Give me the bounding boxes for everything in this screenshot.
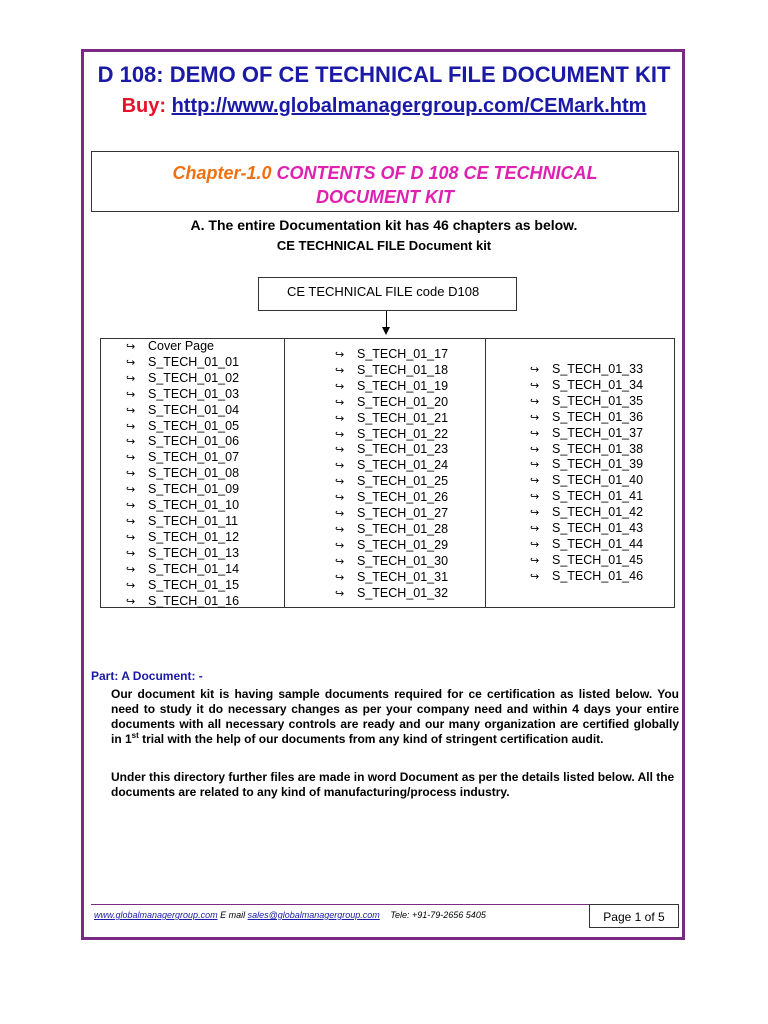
- chapter-label: S_TECH_01_20: [357, 394, 449, 409]
- hook-arrow-icon: ↪: [530, 538, 540, 551]
- chapter-label: S_TECH_01_28: [357, 521, 449, 536]
- chapter-list-item: [530, 426, 643, 442]
- chapter-list-1: [126, 339, 239, 609]
- hook-arrow-icon: ↪: [530, 411, 540, 424]
- chapter-list-item: [126, 355, 239, 371]
- hook-arrow-icon: ↪: [126, 420, 136, 433]
- chapter-list-item: [126, 419, 239, 435]
- hook-arrow-icon: ↪: [335, 396, 345, 409]
- hook-arrow-icon: ↪: [335, 444, 345, 457]
- kit-code-box: CE TECHNICAL FILE code D108: [258, 277, 517, 311]
- chapter-label: S_TECH_01_03: [148, 386, 240, 401]
- chapter-label: S_TECH_01_23: [357, 442, 449, 457]
- chapter-label: S_TECH_01_30: [357, 553, 449, 568]
- hook-arrow-icon: ↪: [530, 395, 540, 408]
- chapter-list-item: [335, 554, 448, 570]
- hook-arrow-icon: ↪: [126, 452, 136, 465]
- chapter-list-item: [335, 570, 448, 586]
- chapter-list-item: [126, 546, 239, 562]
- hook-arrow-icon: ↪: [530, 427, 540, 440]
- chapter-list-item: [126, 339, 239, 355]
- chapter-label: S_TECH_01_17: [357, 347, 449, 361]
- hook-arrow-icon: ↪: [335, 460, 345, 473]
- chapter-label: S_TECH_01_46: [552, 568, 644, 583]
- footer-website-link[interactable]: www.globalmanagergroup.com: [94, 910, 218, 920]
- chapter-label: S_TECH_01_24: [357, 458, 449, 473]
- chapter-label: S_TECH_01_16: [148, 593, 240, 608]
- chapter-label: S_TECH_01_13: [148, 545, 240, 560]
- chapter-label: S_TECH_01_01: [148, 354, 240, 369]
- chapter-list-item: [335, 522, 448, 538]
- chapter-label: S_TECH_01_05: [148, 418, 240, 433]
- hook-arrow-icon: ↪: [530, 443, 540, 456]
- chapter-list-item: [335, 506, 448, 522]
- hook-arrow-icon: ↪: [126, 356, 136, 369]
- chapter-list-item: [530, 457, 643, 473]
- chapter-list-item: [530, 378, 643, 394]
- chapter-list-item: [126, 514, 239, 530]
- chapter-heading: [91, 163, 679, 184]
- chapter-list-item: [126, 466, 239, 482]
- chapter-label: S_TECH_01_06: [148, 434, 240, 449]
- chapter-title-line2: DOCUMENT KIT: [316, 187, 454, 207]
- chapter-list-item: [126, 450, 239, 466]
- hook-arrow-icon: ↪: [126, 563, 136, 576]
- hook-arrow-icon: ↪: [335, 492, 345, 505]
- chapter-label: S_TECH_01_10: [148, 498, 240, 513]
- hook-arrow-icon: ↪: [126, 436, 136, 449]
- chapter-list-item: [126, 530, 239, 546]
- chapter-label: S_TECH_01_31: [357, 569, 449, 584]
- chapter-list-item: [335, 490, 448, 506]
- chapter-list-item: [530, 394, 643, 410]
- chapter-list-item: [126, 403, 239, 419]
- chapter-list-item: [335, 442, 448, 458]
- chapter-list-item: [530, 505, 643, 521]
- chapter-label: S_TECH_01_36: [552, 409, 644, 424]
- chapter-label: S_TECH_01_18: [357, 362, 449, 377]
- footer-email-label: E mail: [217, 910, 248, 920]
- hook-arrow-icon: ↪: [530, 491, 540, 504]
- chapter-label: S_TECH_01_35: [552, 393, 644, 408]
- chapter-label: S_TECH_01_15: [148, 577, 240, 592]
- hook-arrow-icon: ↪: [530, 364, 540, 376]
- intro-text: Our document kit is having sample documents required for ce certification as listed below. You need to study it do necessary changes as per your company need and within 4 days your entire documents with all necessary controls are ready and our many organization are certified globally in 1: [111, 687, 679, 746]
- chapter-list-item: [126, 434, 239, 450]
- intro-paragraph: [111, 687, 679, 747]
- chapter-list-item: [530, 569, 643, 585]
- chapter-title-line1: CONTENTS OF D 108 CE TECHNICAL: [276, 163, 598, 183]
- chapter-label: S_TECH_01_04: [148, 402, 240, 417]
- hook-arrow-icon: ↪: [335, 523, 345, 536]
- chapter-label: S_TECH_01_12: [148, 529, 240, 544]
- directory-paragraph: Under this directory further files are made in word Document as per the details listed below. All the documents are related to any kind of manufacturing/process industry.: [111, 770, 675, 799]
- hook-arrow-icon: ↪: [335, 539, 345, 552]
- chapter-list-item: [335, 395, 448, 411]
- chapter-label: S_TECH_01_29: [357, 537, 449, 552]
- intro-text-end: trial with the help of our documents from any kind of stringent certification audit.: [138, 732, 604, 746]
- hook-arrow-icon: ↪: [126, 372, 136, 385]
- chapter-label: S_TECH_01_44: [552, 536, 644, 551]
- chapter-list-item: [530, 473, 643, 489]
- chapter-list-item: [126, 578, 239, 594]
- chapter-list-item: [530, 362, 643, 378]
- chapter-label: S_TECH_01_19: [357, 378, 449, 393]
- chapter-list-item: [335, 538, 448, 554]
- chapter-list-item: [335, 458, 448, 474]
- hook-arrow-icon: ↪: [530, 459, 540, 472]
- hook-arrow-icon: ↪: [335, 380, 345, 393]
- hook-arrow-icon: ↪: [126, 515, 136, 528]
- kit-subtitle: CE TECHNICAL FILE Document kit: [276, 238, 492, 253]
- footer-contact: [94, 910, 486, 920]
- hook-arrow-icon: ↪: [126, 531, 136, 544]
- document-title: D 108: DEMO OF CE TECHNICAL FILE DOCUMENT KIT: [97, 62, 671, 87]
- chapter-label: S_TECH_01_40: [552, 473, 644, 488]
- hook-arrow-icon: ↪: [126, 579, 136, 592]
- chapter-label: S_TECH_01_37: [552, 425, 644, 440]
- chapter-list-item: [126, 498, 239, 514]
- chapter-label: S_TECH_01_41: [552, 489, 644, 504]
- hook-arrow-icon: ↪: [530, 554, 540, 567]
- hook-arrow-icon: ↪: [126, 404, 136, 417]
- hook-arrow-icon: ↪: [530, 523, 540, 536]
- footer-email-link[interactable]: sales@globalmanagergroup.com: [247, 910, 380, 920]
- chapter-list-item: [530, 410, 643, 426]
- chapter-list-item: [335, 586, 448, 602]
- chapters-summary: A. The entire Documentation kit has 46 chapters as below.: [190, 217, 578, 233]
- buy-label: Buy:: [121, 95, 167, 117]
- hook-arrow-icon: ↪: [126, 388, 136, 401]
- chapter-list-item: [126, 371, 239, 387]
- chapter-label: S_TECH_01_45: [552, 552, 644, 567]
- chapter-list-item: [530, 537, 643, 553]
- hook-arrow-icon: ↪: [335, 428, 345, 441]
- chapter-label: S_TECH_01_33: [552, 362, 644, 376]
- chapter-list-3: [530, 362, 643, 585]
- chapter-list-item: [126, 387, 239, 403]
- chapter-label: S_TECH_01_38: [552, 441, 644, 456]
- chapter-label: S_TECH_01_34: [552, 377, 644, 392]
- chapter-label: S_TECH_01_26: [357, 490, 449, 505]
- hook-arrow-icon: ↪: [335, 412, 345, 425]
- hook-arrow-icon: ↪: [335, 364, 345, 377]
- hook-arrow-icon: ↪: [126, 468, 136, 481]
- chapter-list-item: [335, 474, 448, 490]
- chapter-label: S_TECH_01_14: [148, 561, 240, 576]
- hook-arrow-icon: ↪: [126, 500, 136, 513]
- chapter-list-2: [335, 347, 448, 602]
- hook-arrow-icon: ↪: [530, 507, 540, 520]
- chapter-label: S_TECH_01_02: [148, 370, 240, 385]
- chapter-list-item: [335, 411, 448, 427]
- chapter-list-item: [126, 482, 239, 498]
- buy-link[interactable]: http://www.globalmanagergroup.com/CEMark.htm: [171, 95, 647, 117]
- page-number: Page 1 of 5: [589, 904, 679, 928]
- buy-line: [84, 95, 684, 118]
- chapter-number: Chapter-1.0: [172, 163, 272, 183]
- hook-arrow-icon: ↪: [126, 484, 136, 497]
- hook-arrow-icon: ↪: [335, 571, 345, 584]
- chapter-label: S_TECH_01_22: [357, 426, 449, 441]
- chapter-label: S_TECH_01_42: [552, 505, 644, 520]
- chapter-list-item: [335, 427, 448, 443]
- chapter-label: S_TECH_01_11: [148, 513, 239, 528]
- hook-arrow-icon: ↪: [530, 379, 540, 392]
- chapter-label: S_TECH_01_43: [552, 521, 644, 536]
- hook-arrow-icon: ↪: [335, 508, 345, 521]
- hook-arrow-icon: ↪: [126, 547, 136, 560]
- hook-arrow-icon: ↪: [530, 475, 540, 488]
- chapter-label: S_TECH_01_32: [357, 585, 449, 600]
- chapter-label: S_TECH_01_07: [148, 450, 240, 465]
- down-arrow-icon: [382, 327, 390, 335]
- hook-arrow-icon: ↪: [335, 476, 345, 489]
- chapter-label: S_TECH_01_39: [552, 457, 644, 472]
- chapter-label: S_TECH_01_08: [148, 466, 240, 481]
- hook-arrow-icon: ↪: [335, 555, 345, 568]
- chapter-list-item: [126, 562, 239, 578]
- chapter-list-item: [126, 594, 239, 610]
- chapter-list-item: [530, 521, 643, 537]
- chapter-list-item: [530, 489, 643, 505]
- chapter-label: S_TECH_01_25: [357, 474, 449, 489]
- hook-arrow-icon: ↪: [335, 349, 345, 361]
- part-heading: Part: A Document: -: [91, 669, 203, 683]
- hook-arrow-icon: ↪: [126, 341, 136, 353]
- chapter-label: S_TECH_01_09: [148, 482, 240, 497]
- chapter-label: S_TECH_01_21: [357, 410, 449, 425]
- chapter-label: S_TECH_01_27: [357, 506, 449, 521]
- chapter-list-item: [335, 379, 448, 395]
- chapter-list-item: [530, 553, 643, 569]
- chapter-label: Cover Page: [148, 339, 215, 353]
- hook-arrow-icon: ↪: [530, 570, 540, 583]
- chapter-list-item: [530, 442, 643, 458]
- footer-phone: Tele: +91-79-2656 5405: [390, 910, 486, 920]
- chapter-list-item: [335, 363, 448, 379]
- ordinal-suffix: st: [131, 731, 139, 740]
- hook-arrow-icon: ↪: [335, 587, 345, 600]
- hook-arrow-icon: ↪: [126, 595, 136, 608]
- chapter-list-item: [335, 347, 448, 363]
